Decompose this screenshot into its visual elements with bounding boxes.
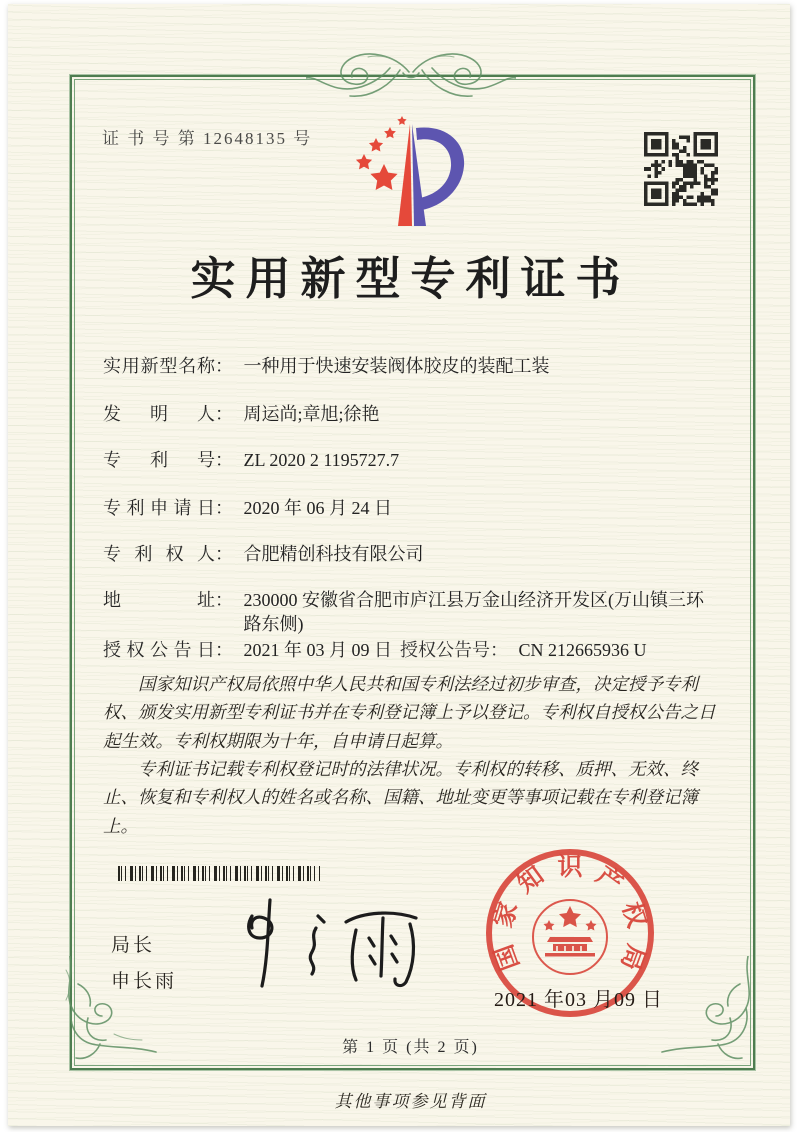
field-label: 专利权人	[103, 544, 215, 564]
field-value: ZL 2020 2 1195727.7	[243, 450, 400, 470]
field-address: 地址： 230000 安徽省合肥市庐江县万金山经济开发区(万山镇三环路东侧)	[103, 588, 743, 637]
field-label: 发明人	[103, 404, 215, 424]
field-patent-number: 专利号： ZL 2020 2 1195727.7	[103, 448, 743, 472]
field-label: 地址	[103, 590, 215, 610]
director-signature	[218, 888, 428, 998]
svg-text:国: 国	[490, 940, 525, 974]
cnipa-logo	[346, 114, 476, 238]
barcode	[118, 866, 320, 881]
legal-statement	[103, 670, 721, 840]
field-value: 230000 安徽省合肥市庐江县万金山经济开发区(万山镇三环路东侧)	[243, 590, 704, 635]
field-inventors: 发明人： 周运尚;章旭;徐艳	[103, 402, 743, 426]
field-label: 授权公告日	[103, 640, 215, 660]
back-side-note: 其他事项参见背面	[334, 1092, 487, 1111]
field-value: 一种用于快速安装阀体胶皮的装配工装	[243, 356, 550, 376]
field-value: 合肥精创科技有限公司	[243, 544, 424, 564]
svg-text:家: 家	[490, 899, 524, 931]
field-value: 周运尚;章旭;徐艳	[243, 404, 380, 424]
field-grant-row: 授权公告日： 2021 年 03 月 09 日 授权公告号： CN 212665936 U	[103, 638, 743, 662]
svg-text:产: 产	[591, 861, 628, 899]
field-value: CN 212665936 U	[518, 640, 647, 660]
field-label: 专利申请日	[103, 498, 215, 518]
field-utility-model-name: 实用新型名称： 一种用于快速安装阀体胶皮的装配工装	[103, 354, 743, 378]
director-title: 局长	[111, 935, 156, 956]
legal-paragraph-1: 国家知识产权局依照中华人民共和国专利法经过初步审查，决定授予专利权、颁发实用新型专利证书并在专利登记簿上予以登记。专利权自授权公告之日起生效。专利权期限为十年，自申请日起算。	[103, 674, 716, 751]
top-flourish-ornament	[306, 46, 516, 106]
seal-date: 2021 年03 月09 日	[494, 989, 663, 1011]
field-grant-number: 授权公告号： CN 212665936 U	[400, 638, 647, 662]
field-value: 2020 年 06 月 24 日	[243, 498, 392, 518]
field-value: 2021 年 03 月 09 日	[243, 640, 392, 660]
field-label: 专利号	[103, 450, 215, 470]
page-number: 第 1 页 (共 2 页)	[342, 1039, 479, 1056]
qr-code	[644, 132, 718, 206]
field-label: 授权公告号	[400, 640, 490, 660]
certificate-title: 实用新型专利证书	[190, 254, 631, 304]
certificate-paper	[8, 4, 790, 1126]
director-name: 申长雨	[111, 971, 178, 992]
svg-text:权: 权	[616, 899, 650, 931]
svg-text:知: 知	[512, 861, 549, 899]
svg-text:识: 识	[557, 854, 583, 881]
svg-text:局: 局	[615, 940, 650, 974]
field-filing-date: 专利申请日： 2020 年 06 月 24 日	[103, 496, 743, 520]
national-emblem	[544, 906, 597, 957]
certificate-number: 证 书 号 第 12648135 号	[102, 129, 313, 148]
legal-paragraph-2: 专利证书记载专利权登记时的法律状况。专利权的转移、质押、无效、终止、恢复和专利权人的姓名或名称、国籍、地址变更等事项记载在专利登记簿上。	[103, 759, 698, 836]
field-patentee: 专利权人： 合肥精创科技有限公司	[103, 542, 743, 566]
field-label: 实用新型名称	[103, 356, 215, 376]
